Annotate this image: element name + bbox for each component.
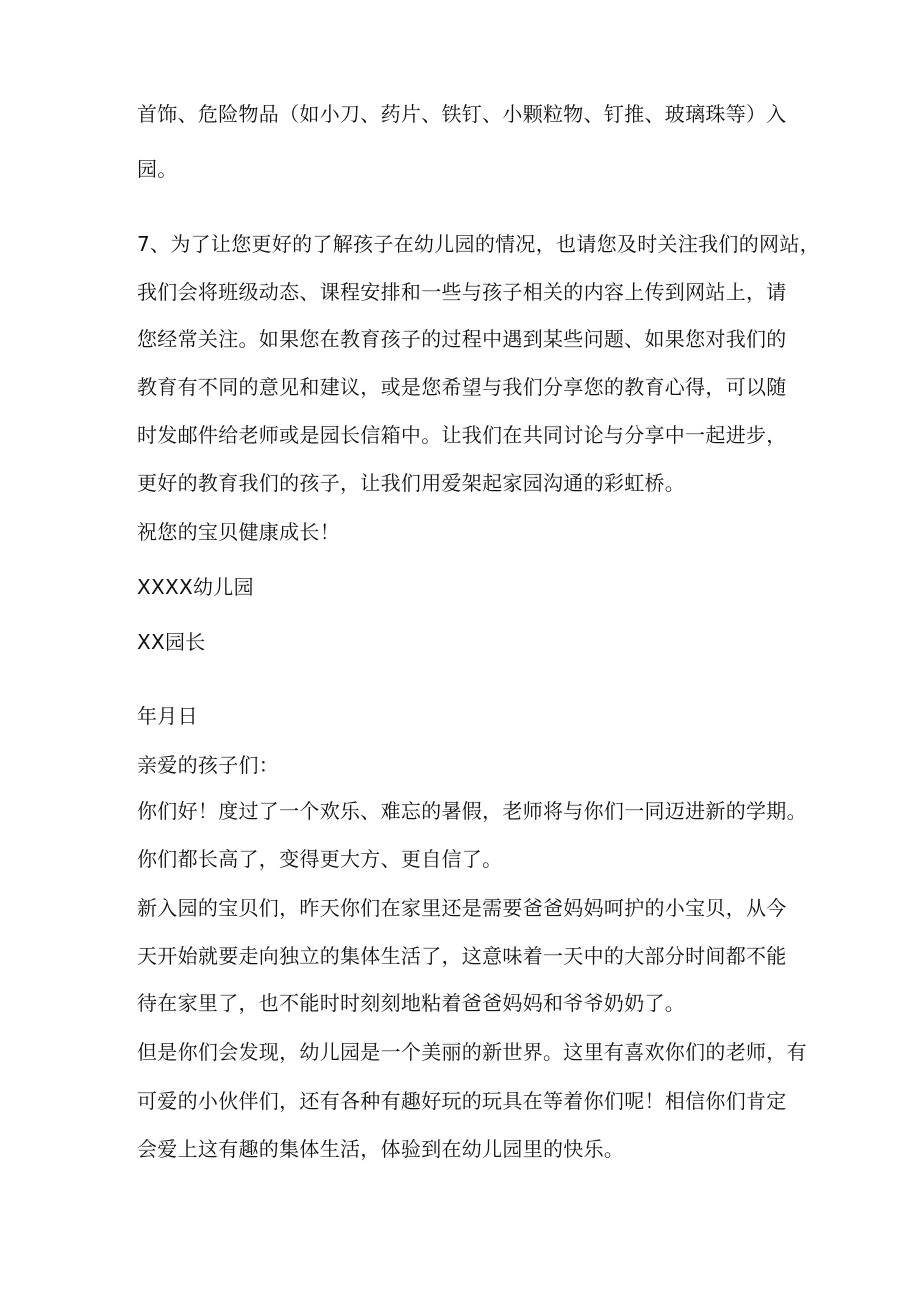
text-line: 待在家里了，也不能时时刻刻地粘着爸爸妈妈和爷爷奶奶了。	[137, 991, 686, 1015]
text-line: 天开始就要走向独立的集体生活了，这意味着一天中的大部分时间都不能	[137, 944, 787, 968]
salutation: 亲爱的孩子们：	[137, 753, 280, 777]
text-line: 更好的教育我们的孩子，让我们用爱架起家园沟通的彩虹桥。	[137, 471, 686, 495]
date-line: 年月日	[137, 704, 198, 728]
signature-kindergarten: XXXX幼儿园	[137, 575, 254, 599]
text-line: 7、为了让您更好的了解孩子在幼儿园的情况，也请您及时关注我们的网站，	[137, 232, 820, 256]
text-line: 您经常关注。如果您在教育孩子的过程中遇到某些问题、如果您对我们的	[137, 327, 787, 351]
text-line: 首饰、危险物品（如小刀、药片、铁钉、小颗粒物、钉推、玻璃珠等）入	[137, 102, 787, 126]
text-line: 可爱的小伙伴们，还有各种有趣好玩的玩具在等着你们呢！相信你们肯定	[137, 1089, 787, 1113]
text-line: 新入园的宝贝们，昨天你们在家里还是需要爸爸妈妈呵护的小宝贝，从今	[137, 896, 787, 920]
text-line: 会爱上这有趣的集体生活，体验到在幼儿园里的快乐。	[137, 1137, 625, 1161]
text-line: 园。	[137, 157, 178, 181]
closing-wish: 祝您的宝贝健康成长！	[137, 520, 340, 544]
text-line: 你们好！度过了一个欢乐、难忘的暑假，老师将与你们一同迈进新的学期。	[137, 799, 807, 823]
text-line: 我们会将班级动态、课程安排和一些与孩子相关的内容上传到网站上，请	[137, 280, 787, 304]
text-line: 你们都长高了，变得更大方、更自信了。	[137, 847, 503, 871]
text-line: 教育有不同的意见和建议，或是您希望与我们分享您的教育心得，可以随	[137, 375, 787, 399]
text-line: 但是你们会发现，幼儿园是一个美丽的新世界。这里有喜欢你们的老师，有	[137, 1040, 807, 1064]
signature-principal: XX园长	[137, 630, 206, 654]
text-line: 时发邮件给老师或是园长信箱中。让我们在共同讨论与分享中一起进步，	[137, 423, 787, 447]
